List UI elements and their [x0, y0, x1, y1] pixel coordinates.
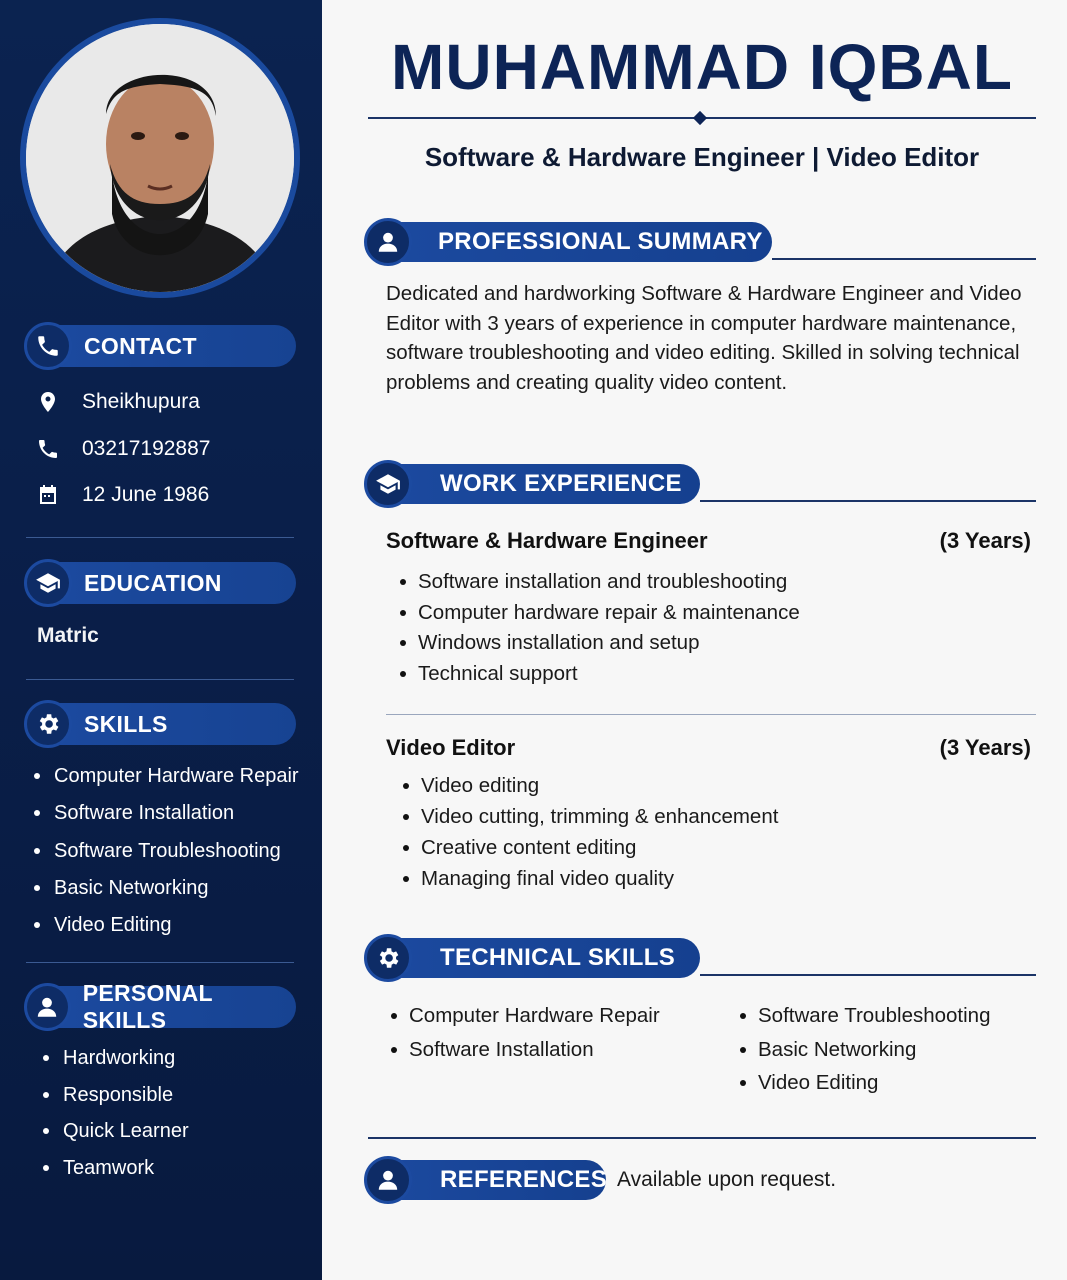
sidebar	[0, 0, 322, 1280]
section-rule	[772, 258, 1036, 260]
skills-heading	[26, 703, 296, 745]
contact-dob	[36, 480, 209, 510]
personal-skills-list	[41, 1045, 189, 1191]
list-item: Software Installation	[32, 800, 299, 837]
list-item: Windows installation and setup	[396, 630, 800, 661]
graduation-cap-icon	[364, 460, 412, 508]
summary-text: Dedicated and hardworking Software & Hardware Engineer and Video Editor with 3 years of experience in computer hardware maintenance, software troubleshooting and video editing. Skilled in solving technical problems and creating quality video content.	[386, 282, 1022, 394]
phone-icon	[36, 437, 60, 461]
education-heading-label: EDUCATION	[84, 569, 222, 596]
list-item: Basic Networking	[736, 1037, 990, 1071]
calendar-icon	[36, 483, 60, 507]
person-icon	[364, 218, 412, 266]
list-item: Computer Hardware Repair	[32, 763, 299, 800]
person-icon	[24, 983, 71, 1031]
profile-photo	[26, 24, 294, 292]
list-item: Software installation and troubleshooting	[396, 569, 800, 600]
experience-heading	[366, 461, 700, 507]
sidebar-divider	[26, 962, 294, 963]
person-icon	[364, 1156, 412, 1204]
references-rule	[368, 1137, 1036, 1139]
references-text: Available upon request.	[617, 1168, 837, 1191]
summary-heading	[366, 219, 772, 265]
gear-icon	[24, 700, 72, 748]
sidebar-divider	[26, 679, 294, 680]
sidebar-divider	[26, 537, 294, 538]
location-pin-icon	[36, 390, 60, 414]
list-item: Video Editing	[736, 1070, 990, 1104]
phone-text: 03217192887	[82, 437, 211, 460]
phone-icon	[24, 322, 72, 370]
list-item: Creative content editing	[399, 835, 778, 866]
diamond-ornament	[693, 111, 707, 125]
candidate-name: MUHAMMAD IQBAL	[391, 31, 1013, 103]
list-item: Software Troubleshooting	[736, 1003, 990, 1037]
job-title: Software & Hardware Engineer	[386, 528, 708, 553]
list-item: Responsible	[41, 1082, 189, 1119]
education-heading	[26, 562, 296, 604]
technical-skills-col2	[736, 1003, 990, 1104]
skills-heading-label: SKILLS	[84, 710, 168, 737]
personal-skills-heading-label: PERSONAL SKILLS	[82, 980, 213, 1033]
location-text: Sheikhupura	[82, 390, 200, 413]
profile-photo-frame	[20, 18, 300, 298]
contact-heading-label: CONTACT	[84, 332, 197, 359]
job-subtitle: Software & Hardware Engineer | Video Editor	[424, 142, 980, 172]
list-item: Computer Hardware Repair	[387, 1003, 660, 1037]
job-title: Video Editor	[386, 735, 516, 760]
contact-heading	[26, 325, 296, 367]
job-duties-list	[396, 569, 800, 692]
references-heading-label: REFERENCES	[440, 1166, 608, 1193]
education-value: Matric	[37, 624, 99, 647]
section-rule	[700, 500, 1036, 502]
list-item: Software Troubleshooting	[32, 838, 299, 875]
list-item: Technical support	[396, 661, 800, 692]
list-item: Video cutting, trimming & enhancement	[399, 804, 778, 835]
list-item: Software Installation	[387, 1037, 660, 1071]
list-item: Hardworking	[41, 1045, 189, 1082]
section-rule	[700, 974, 1036, 976]
skills-list	[32, 763, 299, 949]
technical-skills-col1	[387, 1003, 660, 1070]
technical-skills-heading	[366, 935, 700, 981]
summary-heading-label: PROFESSIONAL SUMMARY	[438, 228, 763, 255]
list-item: Computer hardware repair & maintenance	[396, 600, 800, 631]
experience-heading-label: WORK EXPERIENCE	[440, 470, 682, 497]
contact-phone	[36, 434, 210, 464]
list-item: Video editing	[399, 773, 778, 804]
list-item: Teamwork	[41, 1155, 189, 1192]
contact-location	[36, 387, 200, 417]
list-item: Managing final video quality	[399, 866, 778, 897]
job-divider	[386, 714, 1036, 715]
list-item: Basic Networking	[32, 875, 299, 912]
list-item: Quick Learner	[41, 1118, 189, 1155]
technical-skills-heading-label: TECHNICAL SKILLS	[440, 944, 676, 971]
job-duration: (3 Years)	[939, 528, 1031, 553]
job-duration: (3 Years)	[939, 735, 1031, 760]
gear-icon	[364, 934, 412, 982]
references-heading	[366, 1157, 606, 1203]
job-duties-list	[399, 773, 778, 897]
dob-text: 12 June 1986	[82, 483, 210, 506]
personal-skills-heading	[26, 980, 296, 1033]
list-item: Video Editing	[32, 912, 299, 949]
graduation-cap-icon	[24, 559, 72, 607]
